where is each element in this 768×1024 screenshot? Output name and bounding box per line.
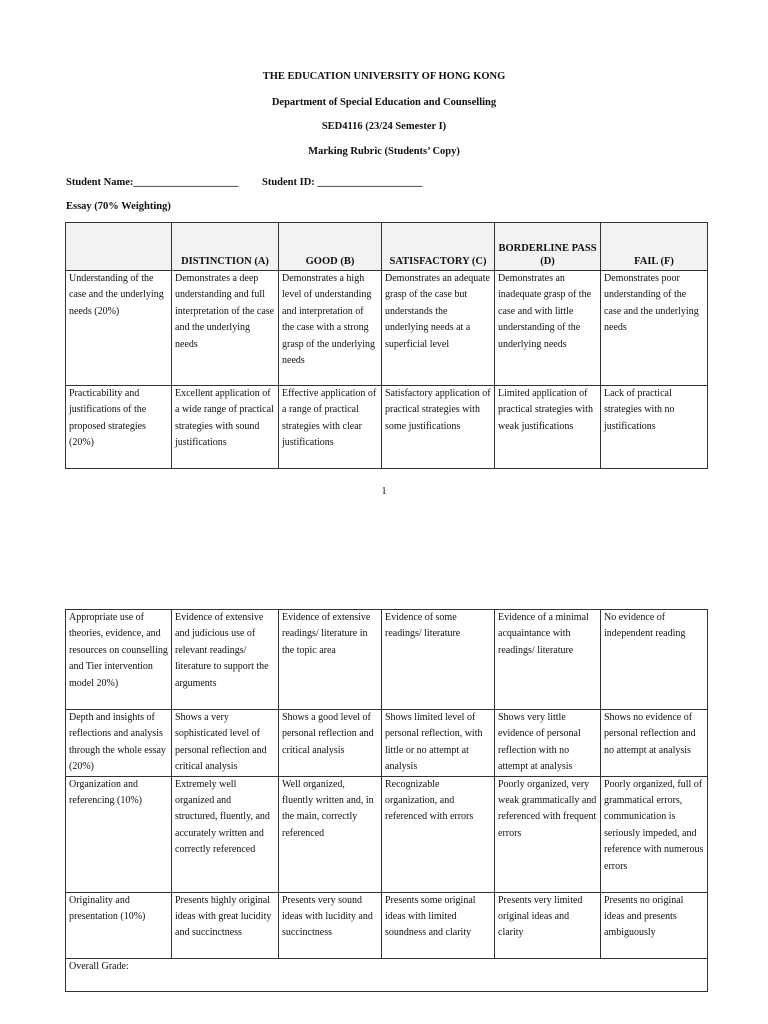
- rubric-cell: Excellent application of a wide range of practical strategies with sound justifications: [172, 386, 279, 469]
- criterion-cell: Depth and insights of reflections and analysis through the whole essay (20%): [66, 710, 172, 777]
- rubric-cell: Extremely well organized and structured, fluently, and accurately written and correctly referenced: [172, 776, 279, 892]
- rubric-cell: Poorly organized, very weak grammatically and referenced with frequent errors: [495, 776, 601, 892]
- page-number: 1: [381, 486, 387, 497]
- rubric-cell: Well organized, fluently written and, in the main, correctly referenced: [279, 776, 382, 892]
- section-title: Essay (70% Weighting): [66, 201, 171, 212]
- course-code: SED4116 (23/24 Semester I): [321, 121, 447, 132]
- rubric-table-page2: [65, 609, 708, 992]
- criterion-cell: Understanding of the case and the underlying needs (20%): [66, 271, 172, 386]
- criterion-cell: Practicability and justifications of the proposed strategies (20%): [66, 386, 172, 469]
- overall-grade-row: [66, 958, 708, 991]
- column-header-distinction: DISTINCTION (A): [172, 223, 279, 271]
- table-row: [66, 892, 708, 958]
- table-row: [66, 710, 708, 777]
- rubric-cell: Poorly organized, full of grammatical errors, communication is seriously impeded, and reference with numerous errors: [601, 776, 708, 892]
- rubric-cell: Evidence of extensive and judicious use of relevant readings/ literature to support the arguments: [172, 610, 279, 710]
- table-row: [66, 271, 708, 386]
- rubric-cell: Demonstrates an adequate grasp of the case but understands the underlying needs at a superficial level: [382, 271, 495, 386]
- criterion-cell: Appropriate use of theories, evidence, and resources on counselling and Tier intervention model 20%): [66, 610, 172, 710]
- rubric-cell: Demonstrates a high level of understanding and interpretation of the case with a strong grasp of the underlying needs: [279, 271, 382, 386]
- rubric-cell: Shows no evidence of personal reflection and no attempt at analysis: [601, 710, 708, 777]
- column-header-borderline: BORDERLINE PASS (D): [495, 223, 601, 271]
- student-name-field[interactable]: Student Name:____________________: [66, 177, 239, 188]
- rubric-cell: Evidence of extensive readings/ literature in the topic area: [279, 610, 382, 710]
- department-name: Department of Special Education and Counselling: [271, 97, 497, 108]
- rubric-cell: Presents very limited original ideas and clarity: [495, 892, 601, 958]
- table-row: [66, 610, 708, 710]
- document-title: Marking Rubric (Students’ Copy): [308, 146, 460, 157]
- university-name: THE EDUCATION UNIVERSITY OF HONG KONG: [262, 71, 506, 82]
- table-row: [66, 776, 708, 892]
- column-header-good: GOOD (B): [279, 223, 382, 271]
- rubric-cell: No evidence of independent reading: [601, 610, 708, 710]
- rubric-cell: Demonstrates a deep understanding and full interpretation of the case and the underlying needs: [172, 271, 279, 386]
- student-id-field[interactable]: Student ID: ____________________: [262, 177, 423, 188]
- rubric-cell: Shows a very sophisticated level of personal reflection and critical analysis: [172, 710, 279, 777]
- rubric-cell: Demonstrates poor understanding of the case and the underlying needs: [601, 271, 708, 386]
- rubric-cell: Shows very little evidence of personal reflection with no attempt at analysis: [495, 710, 601, 777]
- rubric-cell: Lack of practical strategies with no justifications: [601, 386, 708, 469]
- criterion-cell: Originality and presentation (10%): [66, 892, 172, 958]
- table-row: [66, 386, 708, 469]
- rubric-cell: Shows limited level of personal reflection, with little or no attempt at analysis: [382, 710, 495, 777]
- rubric-cell: Presents very sound ideas with lucidity and succinctness: [279, 892, 382, 958]
- rubric-cell: Recognizable organization, and referenced with errors: [382, 776, 495, 892]
- rubric-cell: Evidence of some readings/ literature: [382, 610, 495, 710]
- column-header-criterion: [66, 223, 172, 271]
- rubric-cell: Limited application of practical strategies with weak justifications: [495, 386, 601, 469]
- criterion-cell: Organization and referencing (10%): [66, 776, 172, 892]
- rubric-cell: Presents some original ideas with limited soundness and clarity: [382, 892, 495, 958]
- rubric-cell: Presents no original ideas and presents ambiguously: [601, 892, 708, 958]
- header-row: [66, 223, 708, 271]
- column-header-satisfactory: SATISFACTORY (C): [382, 223, 495, 271]
- rubric-cell: Presents highly original ideas with great lucidity and succinctness: [172, 892, 279, 958]
- column-header-fail: FAIL (F): [601, 223, 708, 271]
- rubric-cell: Satisfactory application of practical strategies with some justifications: [382, 386, 495, 469]
- rubric-table-page1: [65, 222, 708, 469]
- rubric-cell: Demonstrates an inadequate grasp of the case and with little understanding of the underlying needs: [495, 271, 601, 386]
- overall-grade-field[interactable]: Overall Grade:: [66, 958, 708, 991]
- rubric-cell: Effective application of a range of practical strategies with clear justifications: [279, 386, 382, 469]
- rubric-cell: Shows a good level of personal reflection and critical analysis: [279, 710, 382, 777]
- rubric-cell: Evidence of a minimal acquaintance with readings/ literature: [495, 610, 601, 710]
